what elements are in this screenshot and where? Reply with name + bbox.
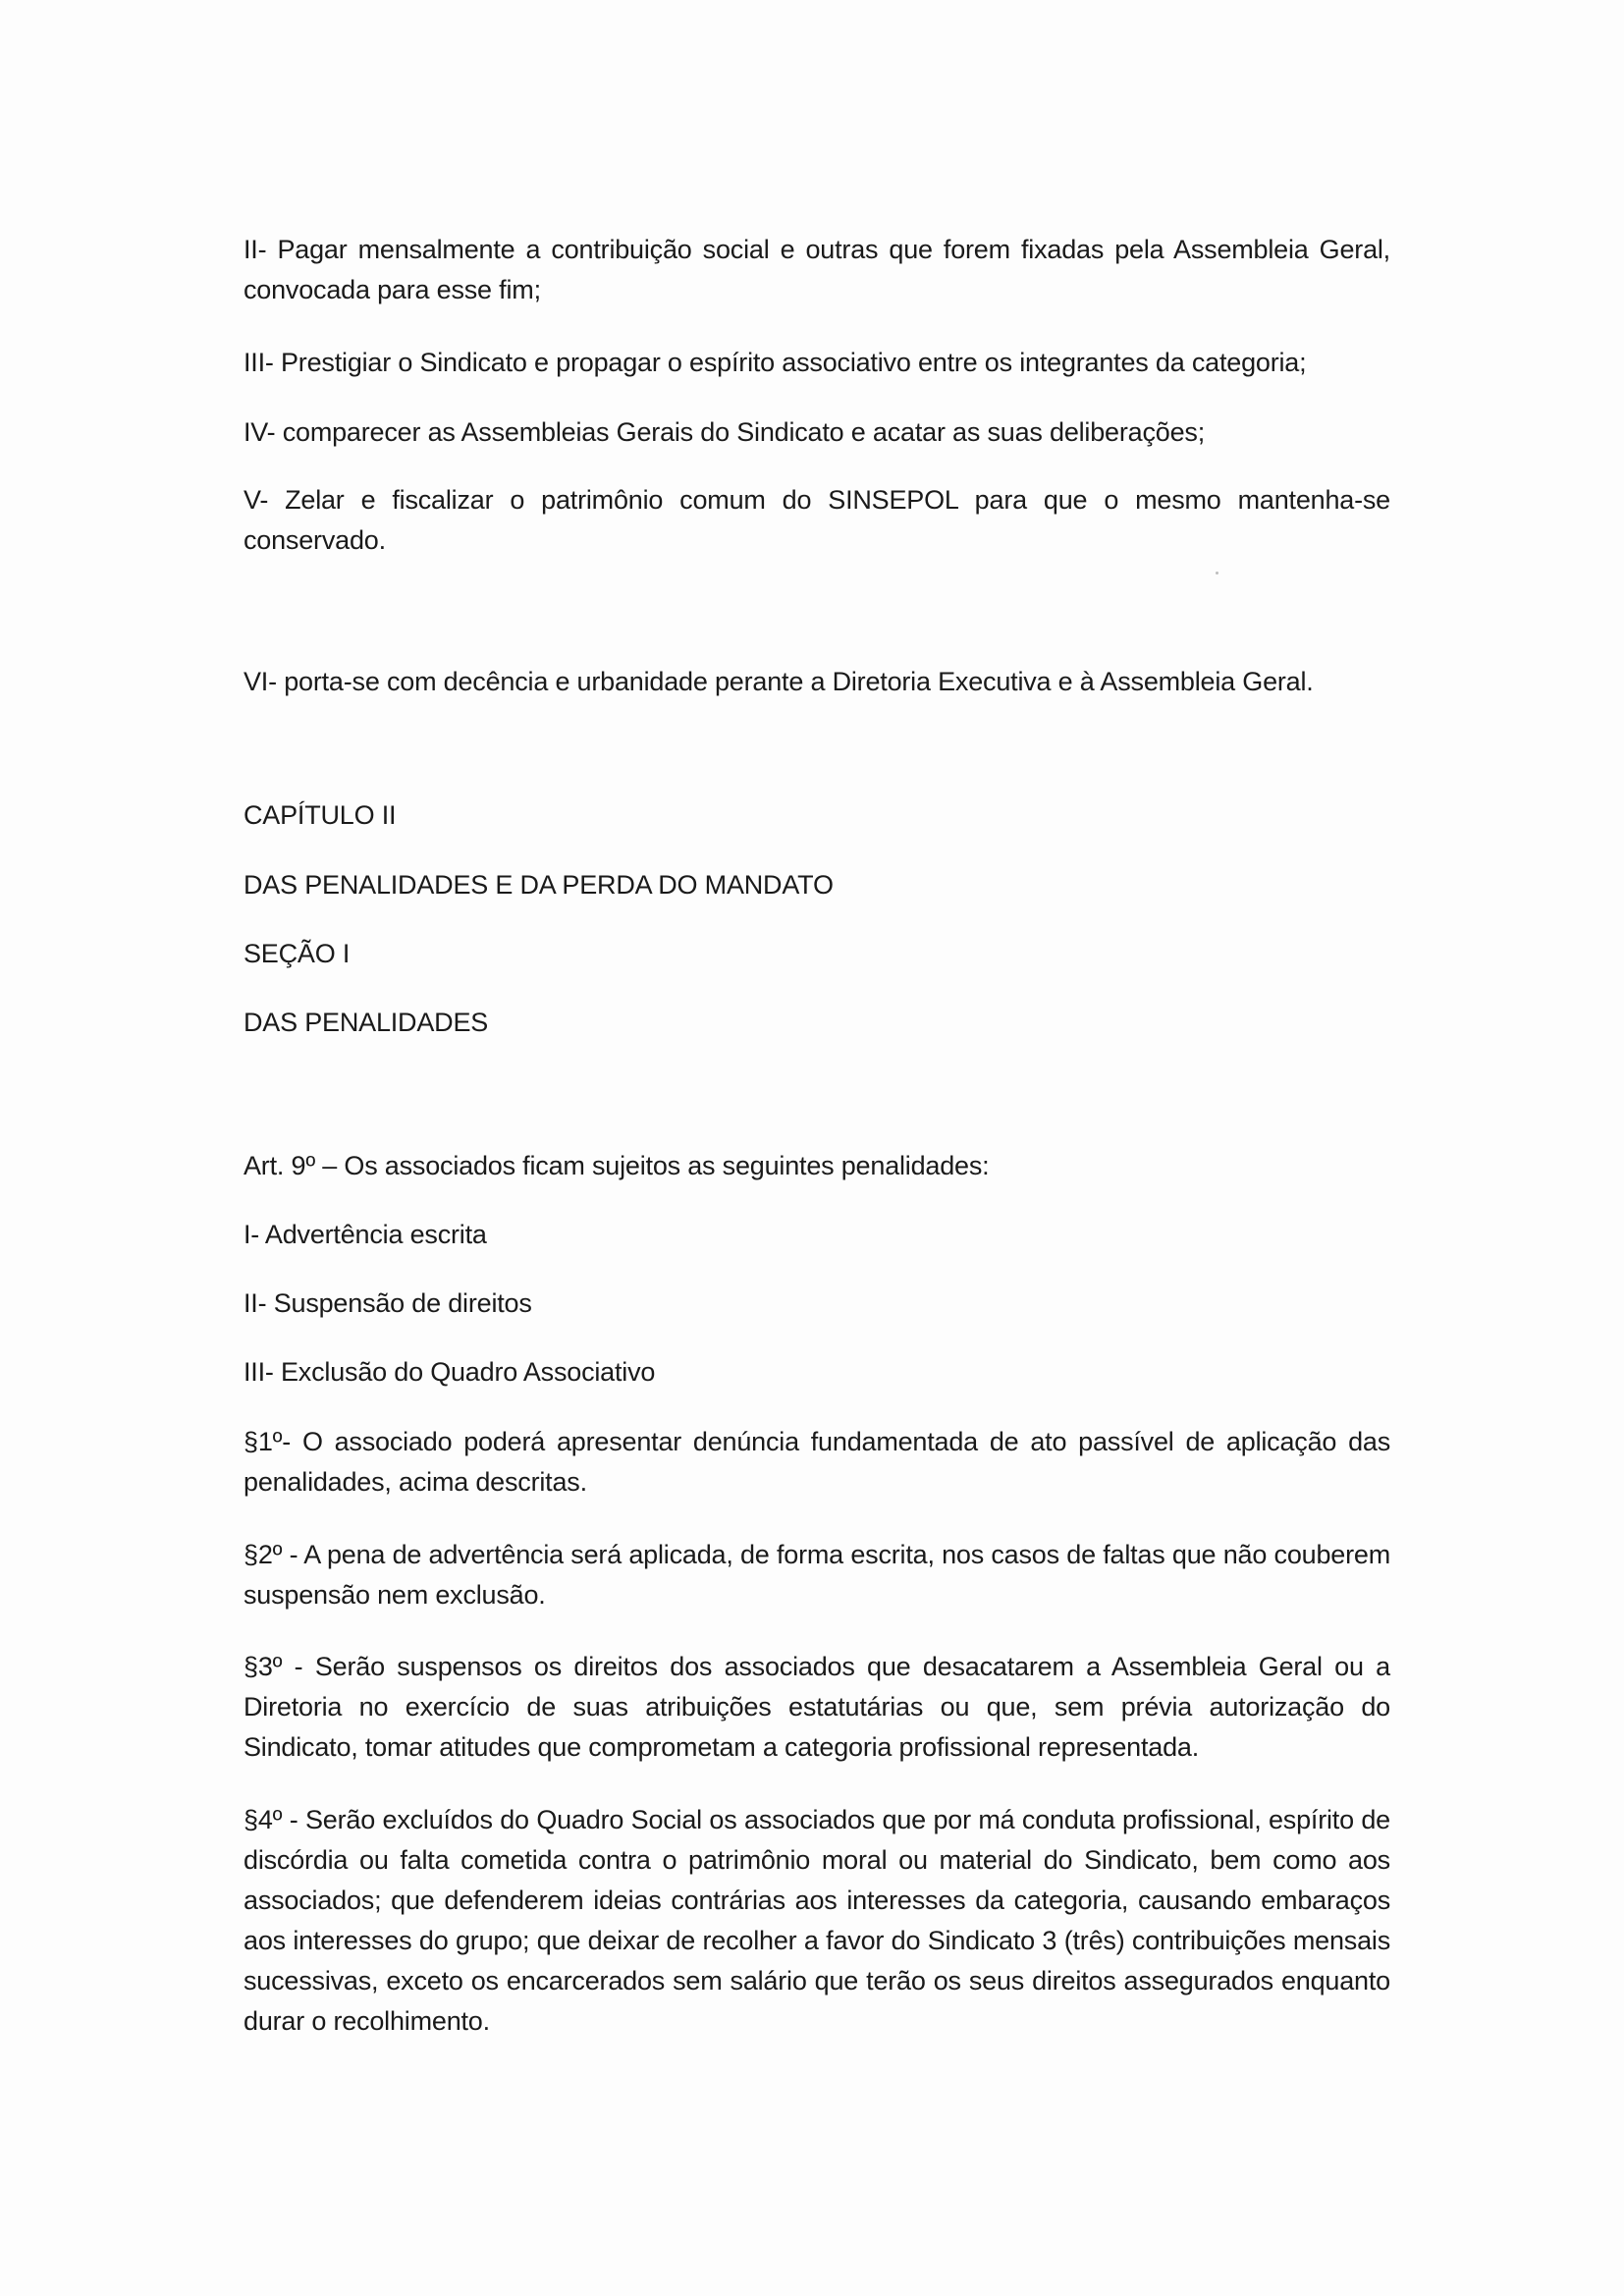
penalty-item-i: I- Advertência escrita: [244, 1220, 487, 1249]
section-title: DAS PENALIDADES: [244, 1008, 489, 1037]
chapter-heading: CAPÍTULO II: [244, 800, 397, 830]
inciso-iii: III- Prestigiar o Sindicato e propagar o espírito associativo entre os integrantes da categoria;: [244, 348, 1307, 377]
paragraph-4: §4º - Serão excluídos do Quadro Social os associados que por má conduta profissional, espírito de discórdia ou falta cometida contra o patrimônio moral ou material do Sindicato, bem como aos associados; que defenderem ideias contrárias aos interesses da categoria, causando embaraços aos interesses do grupo; que deixar de recolher a favor do Sindicato 3 (três) contribuições mensais sucessivas, exceto os encarcerados sem salário que terão os seus direitos assegurados enquanto durar o recolhimento.: [244, 1805, 1390, 2036]
inciso-iv: IV- comparecer as Assembleias Gerais do Sindicato e acatar as suas deliberações;: [244, 417, 1206, 447]
inciso-vi: VI- porta-se com decência e urbanidade perante a Diretoria Executiva e à Assembleia Geral.: [244, 667, 1314, 696]
section-heading: SEÇÃO I: [244, 939, 351, 968]
article-9-intro: Art. 9º – Os associados ficam sujeitos as seguintes penalidades:: [244, 1151, 990, 1180]
paragraph-2: §2º - A pena de advertência será aplicada, de forma escrita, nos casos de faltas que não couberem suspensão nem exclusão.: [244, 1540, 1390, 1610]
chapter-title: DAS PENALIDADES E DA PERDA DO MANDATO: [244, 870, 834, 900]
penalty-item-iii: III- Exclusão do Quadro Associativo: [244, 1357, 656, 1387]
scan-speck: [1216, 572, 1218, 574]
paragraph-1: §1º- O associado poderá apresentar denúncia fundamentada de ato passível de aplicação das penalidades, acima descritas.: [244, 1427, 1390, 1497]
penalty-item-ii: II- Suspensão de direitos: [244, 1288, 532, 1318]
inciso-v: V- Zelar e fiscalizar o patrimônio comum do SINSEPOL para que o mesmo mantenha-se conservado.: [244, 485, 1390, 555]
inciso-ii: II- Pagar mensalmente a contribuição social e outras que forem fixadas pela Assembleia Geral, convocada para esse fim;: [244, 235, 1390, 304]
paragraph-3: §3º - Serão suspensos os direitos dos associados que desacatarem a Assembleia Geral ou a Diretoria no exercício de suas atribuições estatutárias ou que, sem prévia autorização do Sindicato, tomar atitudes que comprometam a categoria profissional representada.: [244, 1652, 1390, 1762]
